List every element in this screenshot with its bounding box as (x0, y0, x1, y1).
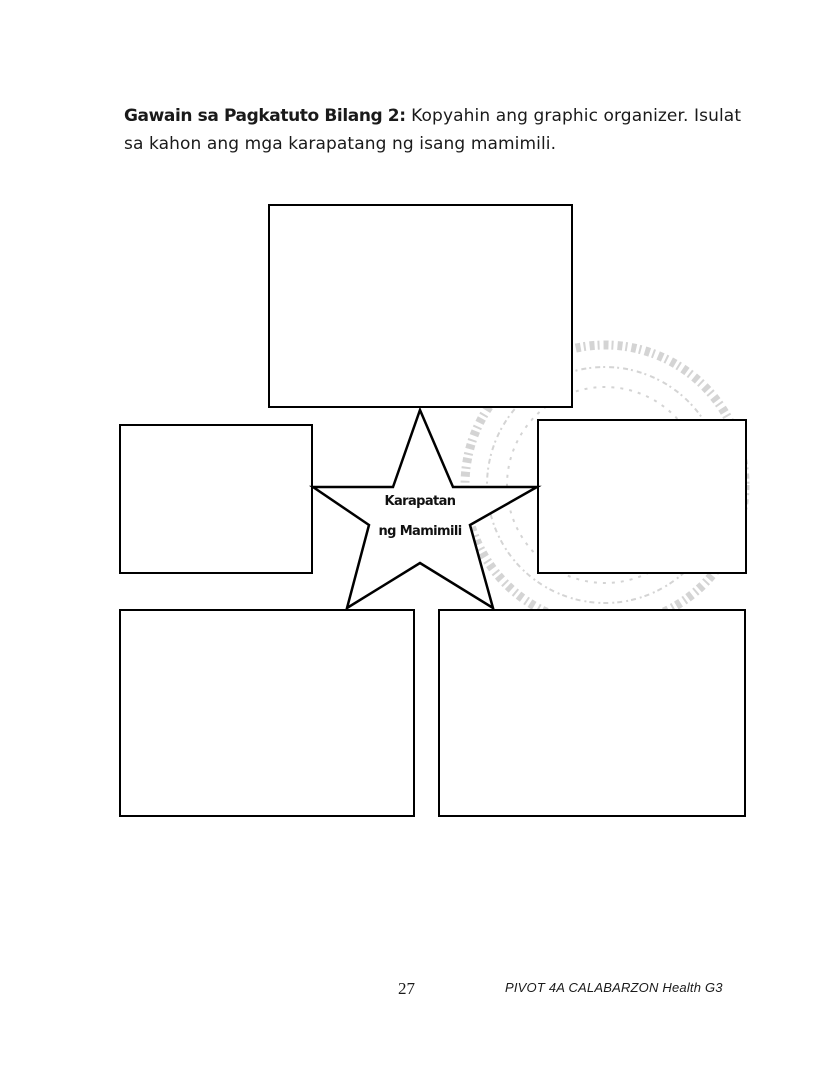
answer-box-bottom-left (119, 609, 415, 817)
answer-box-right (537, 419, 747, 574)
activity-instructions (124, 102, 744, 158)
activity-label: Gawain sa Pagkatuto Bilang 2: (124, 106, 406, 126)
answer-box-top (268, 204, 573, 408)
center-label-line1: Karapatan (384, 494, 456, 509)
organizer-center-label (360, 487, 480, 547)
footer-source: PIVOT 4A CALABARZON Health G3 (505, 980, 723, 995)
answer-box-left (119, 424, 313, 574)
activity-instruction-text: Kopyahin ang graphic organizer. Isulat sa kahon ang mga karapatang ng isang mamimili. (124, 106, 742, 154)
center-label-line2: ng Mamimili (378, 524, 462, 539)
page-number: 27 (398, 979, 415, 998)
answer-box-bottom-right (438, 609, 746, 817)
